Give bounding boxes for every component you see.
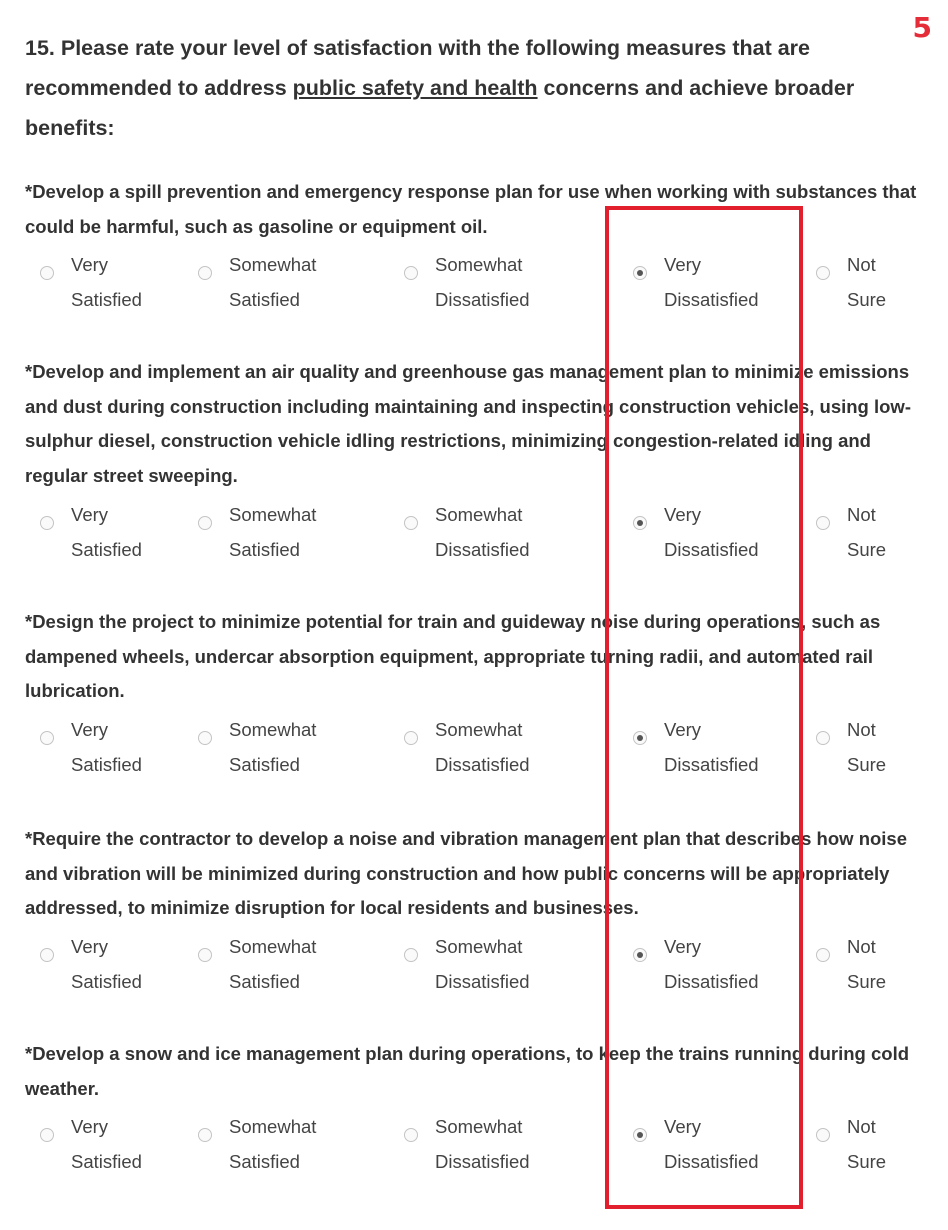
radio-button[interactable] [198,948,212,962]
option-label-line: Not [847,719,876,741]
option-label [435,1110,530,1179]
option-label-line: Not [847,503,876,525]
radio-button[interactable] [633,1128,647,1142]
rating-options [25,1110,925,1186]
option-label [229,713,316,782]
option-label [847,713,886,782]
radio-button[interactable] [198,516,212,530]
option-label [435,713,530,782]
rating-options [25,248,925,324]
option-label-line: Somewhat [435,719,523,741]
question-title [25,28,905,148]
rating-item [25,822,925,1006]
option-label [664,498,759,567]
radio-button[interactable] [198,1128,212,1142]
radio-button[interactable] [404,1128,418,1142]
radio-button[interactable] [40,731,54,745]
option-label-line: Dissatisfied [664,753,759,775]
option-label [435,498,530,567]
question-title-end: concerns and achieve broader benefits: [25,76,855,140]
item-statement: *Design the project to minimize potential for train and guideway noise during operations, such as dampened wheels, undercar absorption equipment, appropriate turning radii, and automated rail lubrication. [25,611,881,702]
option-label-line: Somewhat [435,503,523,525]
option-label [71,930,142,999]
option-label [71,248,142,317]
radio-button[interactable] [40,266,54,280]
radio-button[interactable] [404,731,418,745]
radio-button[interactable] [404,948,418,962]
radio-button[interactable] [816,731,830,745]
option-label-line: Satisfied [71,1151,142,1173]
option-label [229,930,316,999]
option-label-line: Very [71,254,109,276]
option-label-line: Very [664,1116,702,1138]
option-label-line: Very [71,719,109,741]
radio-button[interactable] [404,516,418,530]
item-statement: *Require the contractor to develop a noise and vibration management plan that describes how noise and vibration will be minimized during construction and how public concerns will be appropriately addressed, to minimize disruption for local residents and businesses. [25,828,908,919]
radio-button[interactable] [816,1128,830,1142]
rating-item [25,355,925,574]
option-label [847,930,886,999]
page-number: 5 [912,11,932,44]
option-label-line: Very [71,1116,109,1138]
option-label-line: Dissatisfied [435,538,530,560]
option-label-line: Satisfied [71,538,142,560]
radio-button[interactable] [198,731,212,745]
option-label-line: Dissatisfied [435,1151,530,1173]
option-label-line: Dissatisfied [435,289,530,311]
rating-options [25,498,925,574]
option-label-line: Satisfied [229,289,300,311]
option-label-line: Not [847,1116,876,1138]
option-label-line: Satisfied [229,753,300,775]
option-label-line: Satisfied [71,289,142,311]
rating-item [25,175,925,324]
option-label [435,248,530,317]
item-statement: *Develop a spill prevention and emergency response plan for use when working with substances that could be harmful, such as gasoline or equipment oil. [25,181,917,237]
option-label-line: Sure [847,289,887,311]
option-label-line: Somewhat [229,719,317,741]
radio-button[interactable] [816,266,830,280]
radio-button[interactable] [40,1128,54,1142]
option-label-line: Very [71,936,109,958]
rating-options [25,930,925,1006]
option-label-line: Satisfied [71,970,142,992]
option-label [847,248,886,317]
option-label-line: Somewhat [229,936,317,958]
option-label [435,930,530,999]
option-label-line: Sure [847,538,887,560]
option-label [229,498,316,567]
option-label-line: Sure [847,1151,887,1173]
question-title-emphasis: public safety and health [292,76,538,100]
option-label-line: Satisfied [229,1151,300,1173]
option-label-line: Dissatisfied [435,970,530,992]
option-label [664,713,759,782]
option-label [664,930,759,999]
option-label-line: Somewhat [229,254,317,276]
option-label [664,1110,759,1179]
option-label-line: Sure [847,970,887,992]
radio-button[interactable] [816,516,830,530]
radio-button[interactable] [633,731,647,745]
option-label [71,1110,142,1179]
option-label-line: Somewhat [229,1116,317,1138]
option-label-line: Not [847,254,876,276]
rating-options [25,713,925,789]
option-label-line: Dissatisfied [664,538,759,560]
option-label-line: Very [71,503,109,525]
rating-item [25,605,925,789]
item-statement: *Develop and implement an air quality and greenhouse gas management plan to minimize emissions and dust during construction including maintaining and inspecting construction vehicles, using low-sulphur diesel, construction vehicle idling restrictions, minimizing congestion-related idling and regular street sweeping. [25,361,911,487]
radio-button[interactable] [198,266,212,280]
question-title-start: 15. Please rate your level of satisfaction with the following measures that are recommended to address [25,36,811,100]
radio-button[interactable] [633,266,647,280]
option-label-line: Satisfied [229,970,300,992]
option-label-line: Somewhat [229,503,317,525]
option-label [229,248,316,317]
option-label-line: Dissatisfied [435,753,530,775]
option-label-line: Satisfied [71,753,142,775]
radio-button[interactable] [633,516,647,530]
option-label-line: Dissatisfied [664,1151,759,1173]
option-label-line: Very [664,719,702,741]
option-label-line: Not [847,936,876,958]
option-label [71,498,142,567]
rating-item [25,1037,925,1186]
radio-button[interactable] [404,266,418,280]
option-label-line: Dissatisfied [664,289,759,311]
option-label [664,248,759,317]
option-label-line: Very [664,503,702,525]
radio-button[interactable] [40,948,54,962]
option-label [71,713,142,782]
option-label-line: Somewhat [435,936,523,958]
option-label-line: Dissatisfied [664,970,759,992]
option-label [229,1110,316,1179]
option-label [847,498,886,567]
option-label-line: Very [664,936,702,958]
option-label-line: Very [664,254,702,276]
option-label-line: Sure [847,753,887,775]
radio-button[interactable] [816,948,830,962]
option-label-line: Somewhat [435,1116,523,1138]
item-statement: *Develop a snow and ice management plan during operations, to keep the trains running during cold weather. [25,1043,910,1099]
radio-button[interactable] [40,516,54,530]
option-label [847,1110,886,1179]
radio-button[interactable] [633,948,647,962]
option-label-line: Somewhat [435,254,523,276]
option-label-line: Satisfied [229,538,300,560]
